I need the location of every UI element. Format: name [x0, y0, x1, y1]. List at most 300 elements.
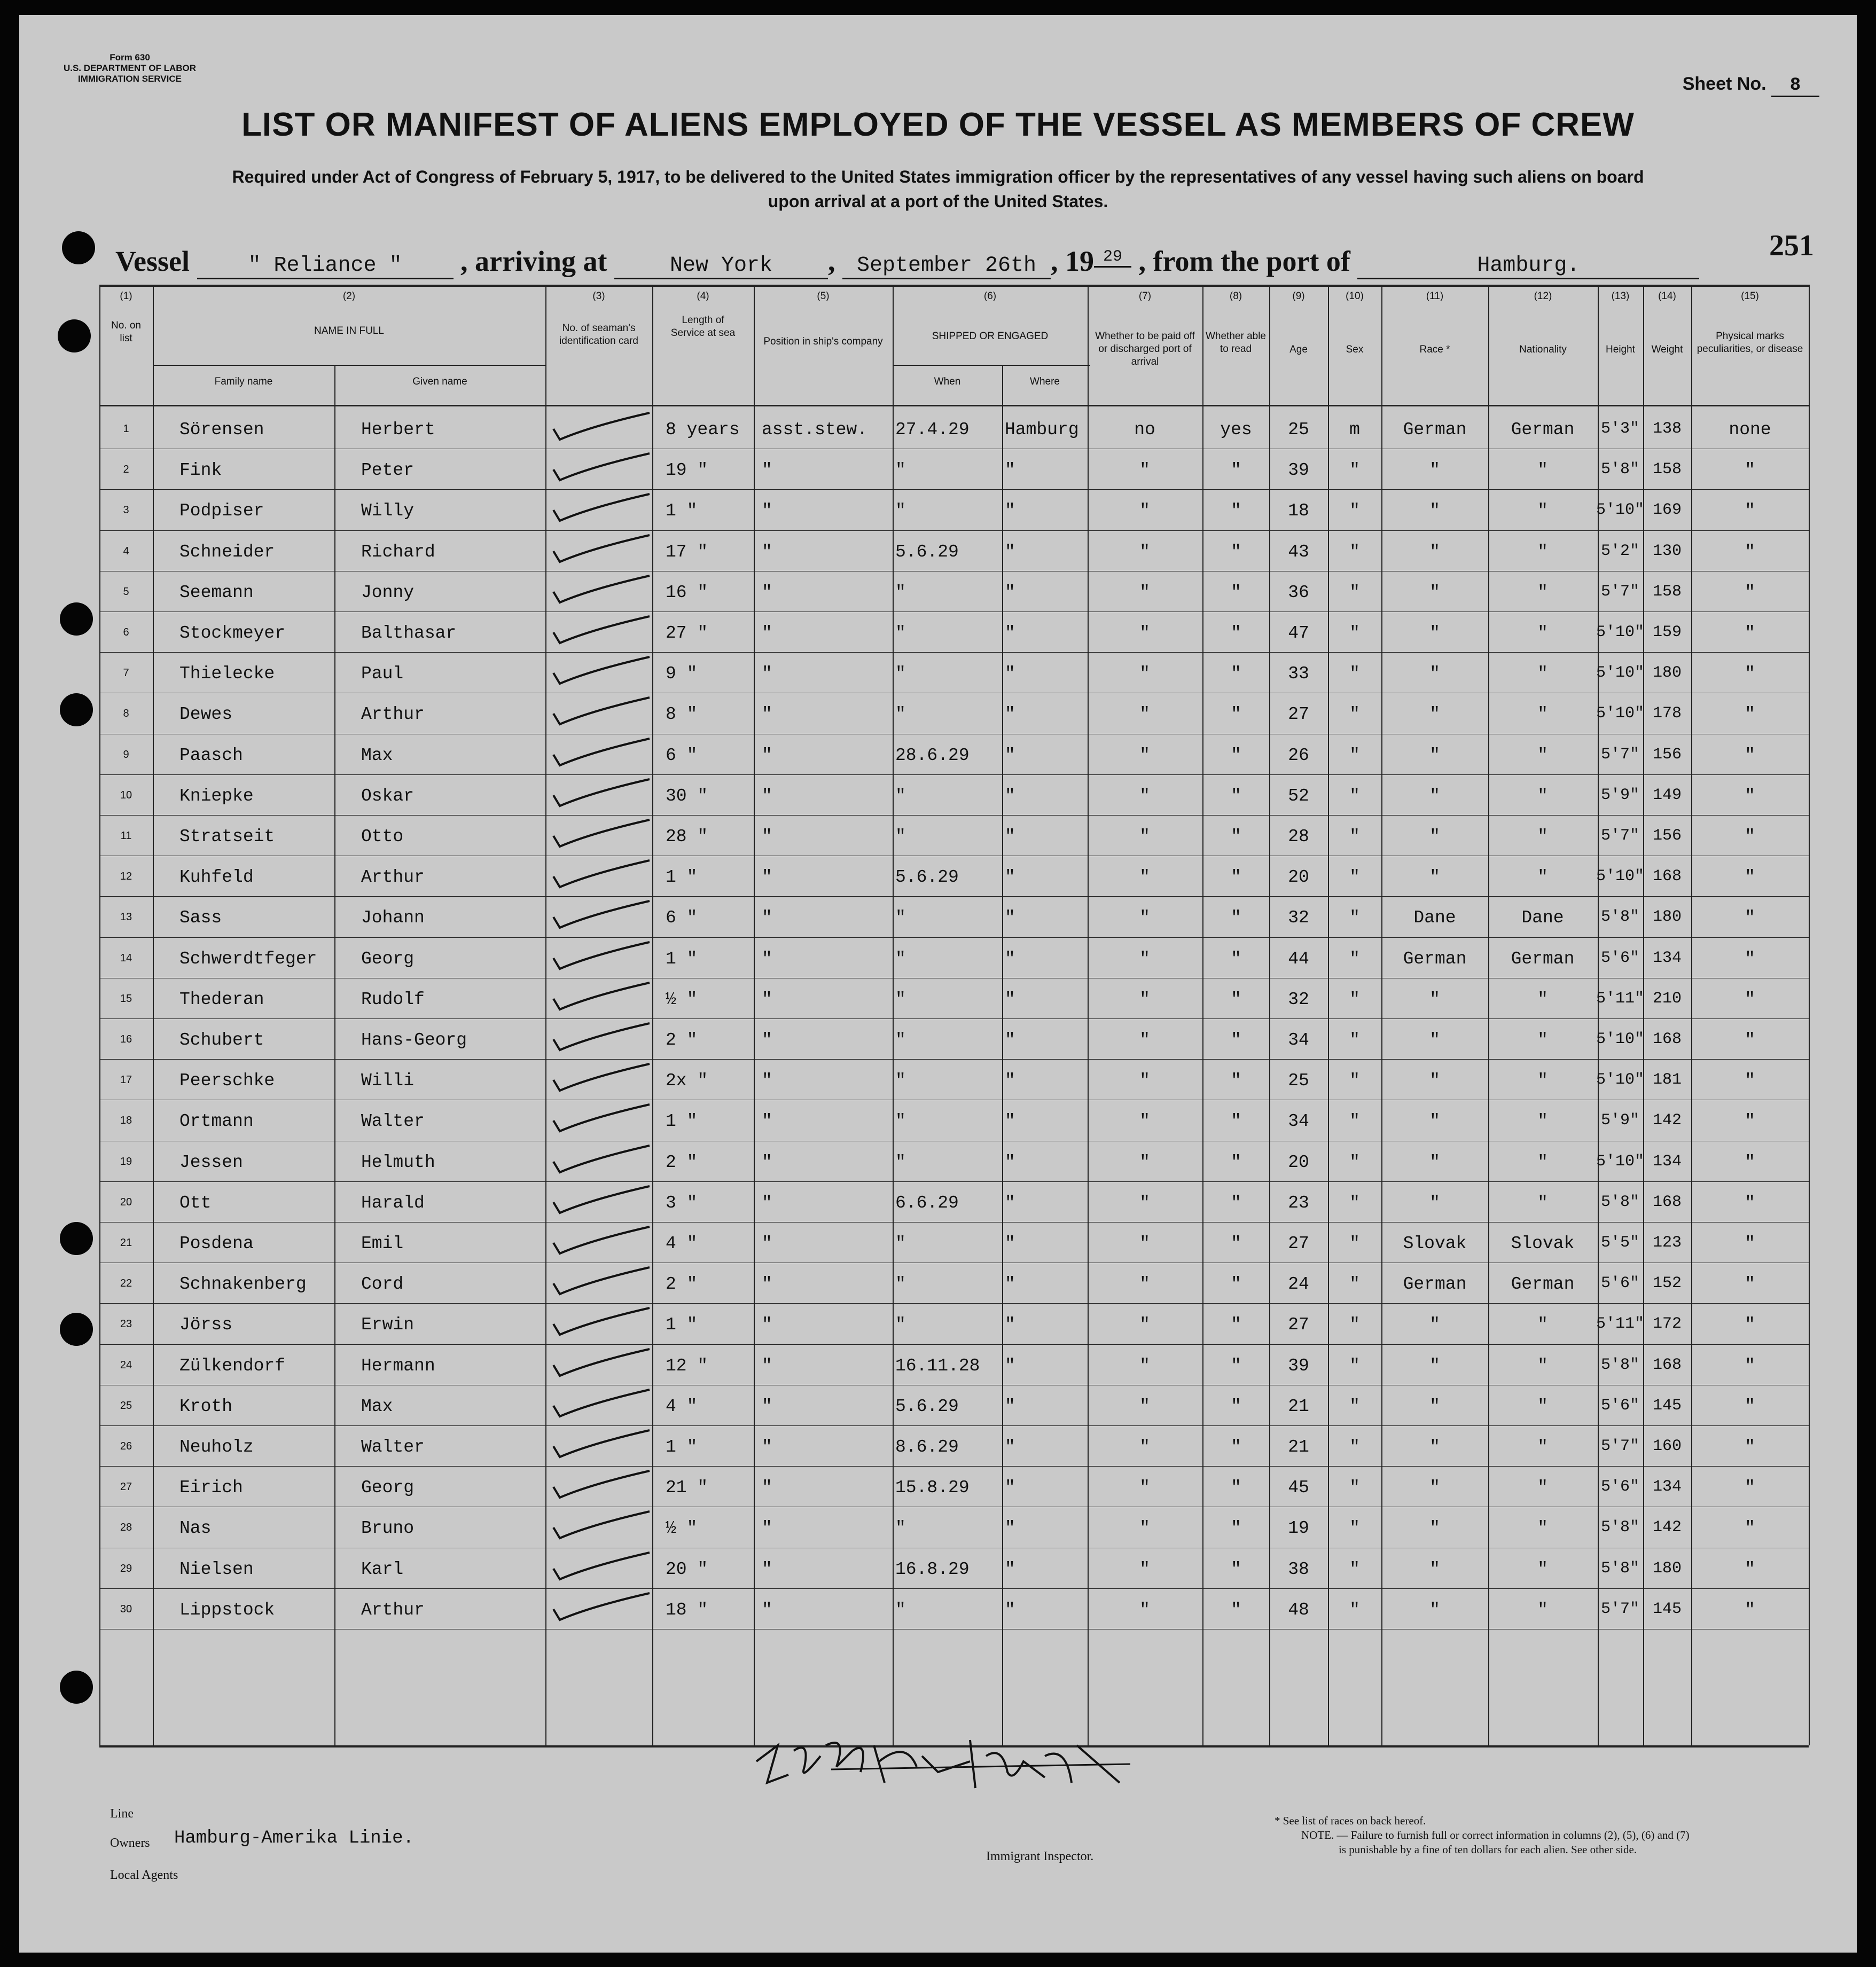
nationality-cell: German [1511, 420, 1575, 440]
row-number: 17 [120, 1074, 132, 1086]
row-divider [99, 530, 1809, 531]
height-cell: 5'11" [1596, 1315, 1644, 1333]
able-to-read-cell: " [1231, 1478, 1241, 1498]
age-cell: 19 [1288, 1518, 1309, 1538]
weight-cell: 123 [1652, 1234, 1682, 1252]
position-cell: " [762, 501, 772, 521]
shipped-when-cell: " [895, 704, 906, 724]
col-2-header: NAME IN FULL [314, 325, 384, 336]
physical-marks-cell: " [1745, 1560, 1755, 1579]
weight-cell: 142 [1652, 1518, 1682, 1537]
able-to-read-cell: yes [1220, 420, 1252, 440]
col-1-header: No. on list [111, 320, 141, 344]
service-length-cell: 1 " [666, 1315, 698, 1335]
row-number: 1 [123, 423, 129, 435]
shipped-where-cell: " [1005, 664, 1015, 684]
column-divider [545, 285, 546, 1745]
height-cell: 5'5" [1600, 1234, 1639, 1252]
shipped-when-cell: " [895, 664, 906, 684]
service-length-cell: 9 " [666, 664, 698, 684]
check-mark [548, 1143, 666, 1175]
height-cell: 5'6" [1600, 1274, 1639, 1292]
race-cell: " [1429, 1030, 1440, 1050]
position-cell: " [762, 949, 772, 969]
race-cell: " [1429, 542, 1440, 562]
age-cell: 39 [1288, 1356, 1309, 1376]
family-name-cell: Stratseit [179, 827, 275, 847]
manifest-sheet [19, 15, 1857, 1953]
sex-cell: " [1349, 1071, 1360, 1091]
shipped-when-cell: " [895, 827, 906, 847]
age-cell: 44 [1288, 949, 1309, 969]
family-name-cell: Paasch [179, 746, 243, 765]
paid-off-cell: " [1139, 1315, 1150, 1335]
sex-cell: " [1349, 1437, 1360, 1457]
position-cell: " [762, 908, 772, 928]
row-number: 26 [120, 1440, 132, 1452]
physical-marks-cell: none [1729, 420, 1771, 440]
physical-marks-cell: " [1745, 1030, 1755, 1050]
able-to-read-cell: " [1231, 1111, 1241, 1131]
able-to-read-cell: " [1231, 583, 1241, 602]
weight-cell: 180 [1652, 908, 1682, 926]
family-name-cell: Podpiser [179, 501, 264, 521]
shipped-where-cell: " [1005, 1600, 1015, 1620]
given-name-cell: Johann [361, 908, 425, 928]
height-cell: 5'11" [1596, 990, 1644, 1008]
owners-value: Hamburg-Amerika Linie. [174, 1828, 414, 1848]
shipped-where-cell: " [1005, 827, 1015, 847]
row-number: 18 [120, 1115, 132, 1126]
fine-note-line-1: NOTE. — Failure to furnish full or correct information in columns (2), (5), (6) and (7) [1301, 1829, 1690, 1841]
shipped-where-cell: " [1005, 1315, 1015, 1335]
nationality-cell: " [1537, 1356, 1548, 1376]
able-to-read-cell: " [1231, 623, 1241, 643]
shipped-when-cell: " [895, 1518, 906, 1538]
physical-marks-cell: " [1745, 1518, 1755, 1538]
col-11-header: Race * [1419, 344, 1450, 355]
shipped-when-cell: " [895, 1274, 906, 1294]
sex-cell: " [1349, 746, 1360, 765]
sex-cell: " [1349, 1397, 1360, 1416]
weight-cell: 134 [1652, 1478, 1682, 1496]
row-number: 20 [120, 1196, 132, 1208]
inspector-signature [746, 1724, 1130, 1804]
row-number: 6 [123, 626, 129, 638]
able-to-read-cell: " [1231, 1518, 1241, 1538]
position-cell: " [762, 1397, 772, 1416]
height-cell: 5'6" [1600, 1478, 1639, 1496]
race-cell: " [1429, 1111, 1440, 1131]
service-length-cell: 8 years [666, 420, 740, 440]
punch-hole [60, 693, 93, 726]
service-length-cell: 17 " [666, 542, 708, 562]
sex-cell: " [1349, 908, 1360, 928]
position-cell: " [762, 746, 772, 765]
row-number: 21 [120, 1237, 132, 1249]
col-13-number: (13) [1611, 291, 1630, 302]
row-number: 27 [120, 1481, 132, 1493]
shipped-when-cell: 5.6.29 [895, 867, 959, 887]
paid-off-cell: " [1139, 1111, 1150, 1131]
race-cell: " [1429, 1153, 1440, 1172]
service-length-cell: 18 " [666, 1600, 708, 1620]
column-divider [99, 285, 100, 1745]
family-name-cell: Nas [179, 1518, 212, 1538]
weight-cell: 180 [1652, 664, 1682, 682]
from-port-label: , from the port of [1138, 245, 1350, 277]
weight-cell: 159 [1652, 623, 1682, 641]
family-name-cell: Kniepke [179, 786, 254, 806]
column-divider [153, 285, 154, 1745]
check-mark [548, 777, 666, 809]
shipped-where-cell: " [1005, 501, 1015, 521]
nationality-cell: " [1537, 867, 1548, 887]
given-name-cell: Richard [361, 542, 435, 562]
col-6-number: (6) [983, 291, 997, 302]
height-cell: 5'3" [1600, 420, 1639, 438]
given-name-cell: Willi [361, 1071, 415, 1091]
service-length-cell: 12 " [666, 1356, 708, 1376]
paid-off-cell: " [1139, 583, 1150, 602]
race-cell: " [1429, 664, 1440, 684]
stamp-number: 251 [1769, 229, 1814, 262]
weight-cell: 168 [1652, 1030, 1682, 1048]
column-divider [754, 285, 755, 1745]
paid-off-cell: " [1139, 1518, 1150, 1538]
physical-marks-cell: " [1745, 827, 1755, 847]
paid-off-cell: " [1139, 1234, 1150, 1253]
able-to-read-cell: " [1231, 1274, 1241, 1294]
given-name-cell: Arthur [361, 1600, 425, 1620]
weight-cell: 145 [1652, 1600, 1682, 1618]
nationality-cell: " [1537, 704, 1548, 724]
col-10-header: Sex [1346, 344, 1364, 355]
age-cell: 26 [1288, 746, 1309, 765]
year-prefix: , 19 [1050, 245, 1094, 277]
weight-cell: 210 [1652, 990, 1682, 1008]
vessel-line: Vessel " Reliance " , arriving at New York , September 26th , 19 29 , from the port of Hamburg. [115, 245, 1699, 279]
check-mark [548, 1102, 666, 1134]
check-mark [548, 532, 666, 565]
service-length-cell: 19 " [666, 460, 708, 480]
height-cell: 5'10" [1596, 623, 1644, 641]
weight-cell: 168 [1652, 1193, 1682, 1211]
service-length-cell: 27 " [666, 623, 708, 643]
row-number: 3 [123, 504, 129, 516]
race-cell: " [1429, 1071, 1440, 1091]
shipped-when-cell: " [895, 908, 906, 928]
family-name-cell: Ott [179, 1193, 212, 1213]
row-divider [99, 1181, 1809, 1182]
col-13-header: Height [1606, 344, 1635, 355]
service-length-cell: 4 " [666, 1397, 698, 1416]
shipped-where-cell: " [1005, 623, 1015, 643]
row-number: 10 [120, 789, 132, 801]
given-name-cell: Harald [361, 1193, 425, 1213]
arriving-label: , arriving at [460, 245, 607, 277]
service-length-cell: 2 " [666, 1274, 698, 1294]
arriving-at-value: New York [614, 254, 828, 279]
position-cell: " [762, 1274, 772, 1294]
paid-off-cell: no [1134, 420, 1155, 440]
height-cell: 5'7" [1600, 1600, 1639, 1618]
inspector-label: Immigrant Inspector. [986, 1850, 1094, 1863]
row-number: 30 [120, 1603, 132, 1615]
position-cell: asst.stew. [762, 420, 868, 440]
position-cell: " [762, 827, 772, 847]
height-cell: 5'9" [1600, 1111, 1639, 1130]
age-cell: 23 [1288, 1193, 1309, 1213]
check-mark [548, 695, 666, 727]
col-15-header: Physical marks peculiarities, or disease [1697, 331, 1803, 355]
age-cell: 47 [1288, 623, 1309, 643]
row-number: 16 [120, 1033, 132, 1045]
position-cell: " [762, 704, 772, 724]
able-to-read-cell: " [1231, 1234, 1241, 1253]
family-name-cell: Kroth [179, 1397, 233, 1416]
family-name-cell: Schwerdtfeger [179, 949, 317, 969]
row-divider [99, 1303, 1809, 1304]
able-to-read-cell: " [1231, 1600, 1241, 1620]
position-cell: " [762, 1478, 772, 1498]
height-cell: 5'2" [1600, 542, 1639, 560]
service-name: IMMIGRATION SERVICE [78, 74, 182, 84]
table-top-border [99, 285, 1809, 287]
weight-cell: 130 [1652, 542, 1682, 560]
service-length-cell: 1 " [666, 1437, 698, 1457]
shipped-where-cell: " [1005, 583, 1015, 602]
family-name-cell: Eirich [179, 1478, 243, 1498]
shipped-where-cell: Hamburg [1005, 420, 1079, 440]
sex-cell: " [1349, 1315, 1360, 1335]
col-3-header: No. of seaman's identification card [559, 323, 638, 347]
able-to-read-cell: " [1231, 542, 1241, 562]
nationality-cell: " [1537, 1560, 1548, 1579]
shipped-when-cell: 5.6.29 [895, 542, 959, 562]
shipped-where-header: Where [1030, 376, 1060, 387]
check-mark [548, 1550, 666, 1582]
sex-cell: " [1349, 1600, 1360, 1620]
shipped-when-cell: 5.6.29 [895, 1397, 959, 1416]
position-cell: " [762, 1071, 772, 1091]
row-divider [99, 1466, 1809, 1467]
shipped-where-cell: " [1005, 1560, 1015, 1579]
given-name-cell: Walter [361, 1111, 425, 1131]
physical-marks-cell: " [1745, 746, 1755, 765]
age-cell: 24 [1288, 1274, 1309, 1294]
position-cell: " [762, 1437, 772, 1457]
given-name-cell: Arthur [361, 867, 425, 887]
physical-marks-cell: " [1745, 542, 1755, 562]
row-number: 9 [123, 749, 129, 761]
given-name-cell: Paul [361, 664, 404, 684]
requirement-line-1: Required under Act of Congress of February 5, 1917, to be delivered to the United States immigration officer by the representatives of any vessel having such aliens on board [232, 167, 1644, 186]
given-name-cell: Georg [361, 949, 415, 969]
check-mark [548, 1590, 666, 1623]
sex-cell: " [1349, 1518, 1360, 1538]
row-number: 13 [120, 911, 132, 923]
check-mark [548, 1184, 666, 1216]
height-cell: 5'6" [1600, 1397, 1639, 1415]
punch-hole [60, 602, 93, 636]
position-cell: " [762, 583, 772, 602]
fine-note-line-2: is punishable by a fine of ten dollars for each alien. See other side. [1339, 1843, 1637, 1856]
from-port-value: Hamburg. [1357, 254, 1699, 279]
sex-cell: " [1349, 827, 1360, 847]
physical-marks-cell: " [1745, 786, 1755, 806]
age-cell: 28 [1288, 827, 1309, 847]
sex-cell: " [1349, 583, 1360, 602]
given-name-cell: Hans-Georg [361, 1030, 467, 1050]
position-cell: " [762, 1560, 772, 1579]
shipped-when-cell: " [895, 949, 906, 969]
service-length-cell: 8 " [666, 704, 698, 724]
nationality-cell: " [1537, 583, 1548, 602]
race-cell: " [1429, 623, 1440, 643]
paid-off-cell: " [1139, 1356, 1150, 1376]
race-cell: " [1429, 1397, 1440, 1416]
sex-cell: " [1349, 1193, 1360, 1213]
nationality-cell: " [1537, 623, 1548, 643]
weight-cell: 156 [1652, 746, 1682, 764]
paid-off-cell: " [1139, 1193, 1150, 1213]
weight-cell: 158 [1652, 460, 1682, 479]
col-5-number: (5) [817, 291, 830, 302]
position-cell: " [762, 623, 772, 643]
row-divider [99, 815, 1809, 816]
shipped-when-cell: 27.4.29 [895, 420, 970, 440]
punch-hole [60, 1671, 93, 1704]
race-cell: " [1429, 867, 1440, 887]
row-number: 8 [123, 708, 129, 719]
shipped-when-cell: 6.6.29 [895, 1193, 959, 1213]
check-mark [548, 1061, 666, 1093]
sex-cell: " [1349, 867, 1360, 887]
sex-cell: " [1349, 704, 1360, 724]
sheet-number-value: 8 [1771, 75, 1819, 97]
shipped-where-cell: " [1005, 1518, 1015, 1538]
sex-cell: " [1349, 1478, 1360, 1498]
check-mark [548, 1265, 666, 1297]
able-to-read-cell: " [1231, 908, 1241, 928]
family-name-cell: Schnakenberg [179, 1274, 307, 1294]
paid-off-cell: " [1139, 1478, 1150, 1498]
position-cell: " [762, 1518, 772, 1538]
check-mark [548, 451, 666, 483]
paid-off-cell: " [1139, 460, 1150, 480]
row-divider [99, 937, 1809, 938]
shipped-where-cell: " [1005, 542, 1015, 562]
physical-marks-cell: " [1745, 1153, 1755, 1172]
able-to-read-cell: " [1231, 664, 1241, 684]
given-name-cell: Jonny [361, 583, 415, 602]
shipped-where-cell: " [1005, 867, 1015, 887]
nationality-cell: " [1537, 542, 1548, 562]
physical-marks-cell: " [1745, 1356, 1755, 1376]
sex-cell: " [1349, 542, 1360, 562]
given-name-cell: Emil [361, 1234, 404, 1253]
paid-off-cell: " [1139, 786, 1150, 806]
able-to-read-cell: " [1231, 949, 1241, 969]
family-name-cell: Stockmeyer [179, 623, 286, 643]
position-cell: " [762, 1193, 772, 1213]
paid-off-cell: " [1139, 501, 1150, 521]
position-cell: " [762, 990, 772, 1009]
row-number: 19 [120, 1156, 132, 1167]
sex-cell: " [1349, 460, 1360, 480]
weight-cell: 168 [1652, 867, 1682, 885]
shipped-where-cell: " [1005, 1153, 1015, 1172]
given-name-cell: Oskar [361, 786, 415, 806]
check-mark [548, 1509, 666, 1541]
able-to-read-cell: " [1231, 704, 1241, 724]
col-7-number: (7) [1138, 291, 1152, 302]
age-cell: 38 [1288, 1560, 1309, 1579]
race-cell: " [1429, 1315, 1440, 1335]
weight-cell: 145 [1652, 1397, 1682, 1415]
family-name-cell: Schneider [179, 542, 275, 562]
form-number: Form 630 [110, 52, 150, 62]
sex-cell: " [1349, 1111, 1360, 1131]
punch-hole [60, 1313, 93, 1346]
shipped-when-cell: " [895, 1071, 906, 1091]
page-title: LIST OR MANIFEST OF ALIENS EMPLOYED OF THE VESSEL AS MEMBERS OF CREW [241, 106, 1635, 143]
check-mark [548, 817, 666, 849]
check-mark [548, 1346, 666, 1378]
race-cell: German [1403, 420, 1467, 440]
age-cell: 27 [1288, 1234, 1309, 1253]
height-cell: 5'6" [1600, 949, 1639, 967]
given-name-cell: Herbert [361, 420, 435, 440]
physical-marks-cell: " [1745, 1478, 1755, 1498]
age-cell: 27 [1288, 1315, 1309, 1335]
paid-off-cell: " [1139, 1397, 1150, 1416]
race-cell: " [1429, 827, 1440, 847]
sex-cell: " [1349, 949, 1360, 969]
able-to-read-cell: " [1231, 1153, 1241, 1172]
age-cell: 48 [1288, 1600, 1309, 1620]
paid-off-cell: " [1139, 1437, 1150, 1457]
punch-hole [62, 231, 95, 264]
column-divider [1809, 285, 1810, 1745]
position-cell: " [762, 1030, 772, 1050]
nationality-cell: " [1537, 1315, 1548, 1335]
family-name-cell: Thielecke [179, 664, 275, 684]
row-number: 7 [123, 667, 129, 679]
col-12-header: Nationality [1519, 344, 1567, 355]
line-label: Line [110, 1807, 134, 1821]
height-cell: 5'10" [1596, 1071, 1644, 1089]
physical-marks-cell: " [1745, 1274, 1755, 1294]
shipped-where-cell: " [1005, 704, 1015, 724]
position-cell: " [762, 664, 772, 684]
height-cell: 5'8" [1600, 1356, 1639, 1374]
height-cell: 5'10" [1596, 867, 1644, 885]
nationality-cell: " [1537, 460, 1548, 480]
shipped-when-cell: " [895, 1111, 906, 1131]
sex-cell: " [1349, 1030, 1360, 1050]
column-divider [334, 365, 335, 1745]
weight-cell: 158 [1652, 583, 1682, 601]
check-mark [548, 573, 666, 605]
vessel-name: " Reliance " [197, 254, 454, 279]
check-mark [548, 898, 666, 930]
family-name-cell: Nielsen [179, 1560, 254, 1579]
nationality-cell: " [1537, 827, 1548, 847]
family-name-cell: Sass [179, 908, 222, 928]
paid-off-cell: " [1139, 908, 1150, 928]
